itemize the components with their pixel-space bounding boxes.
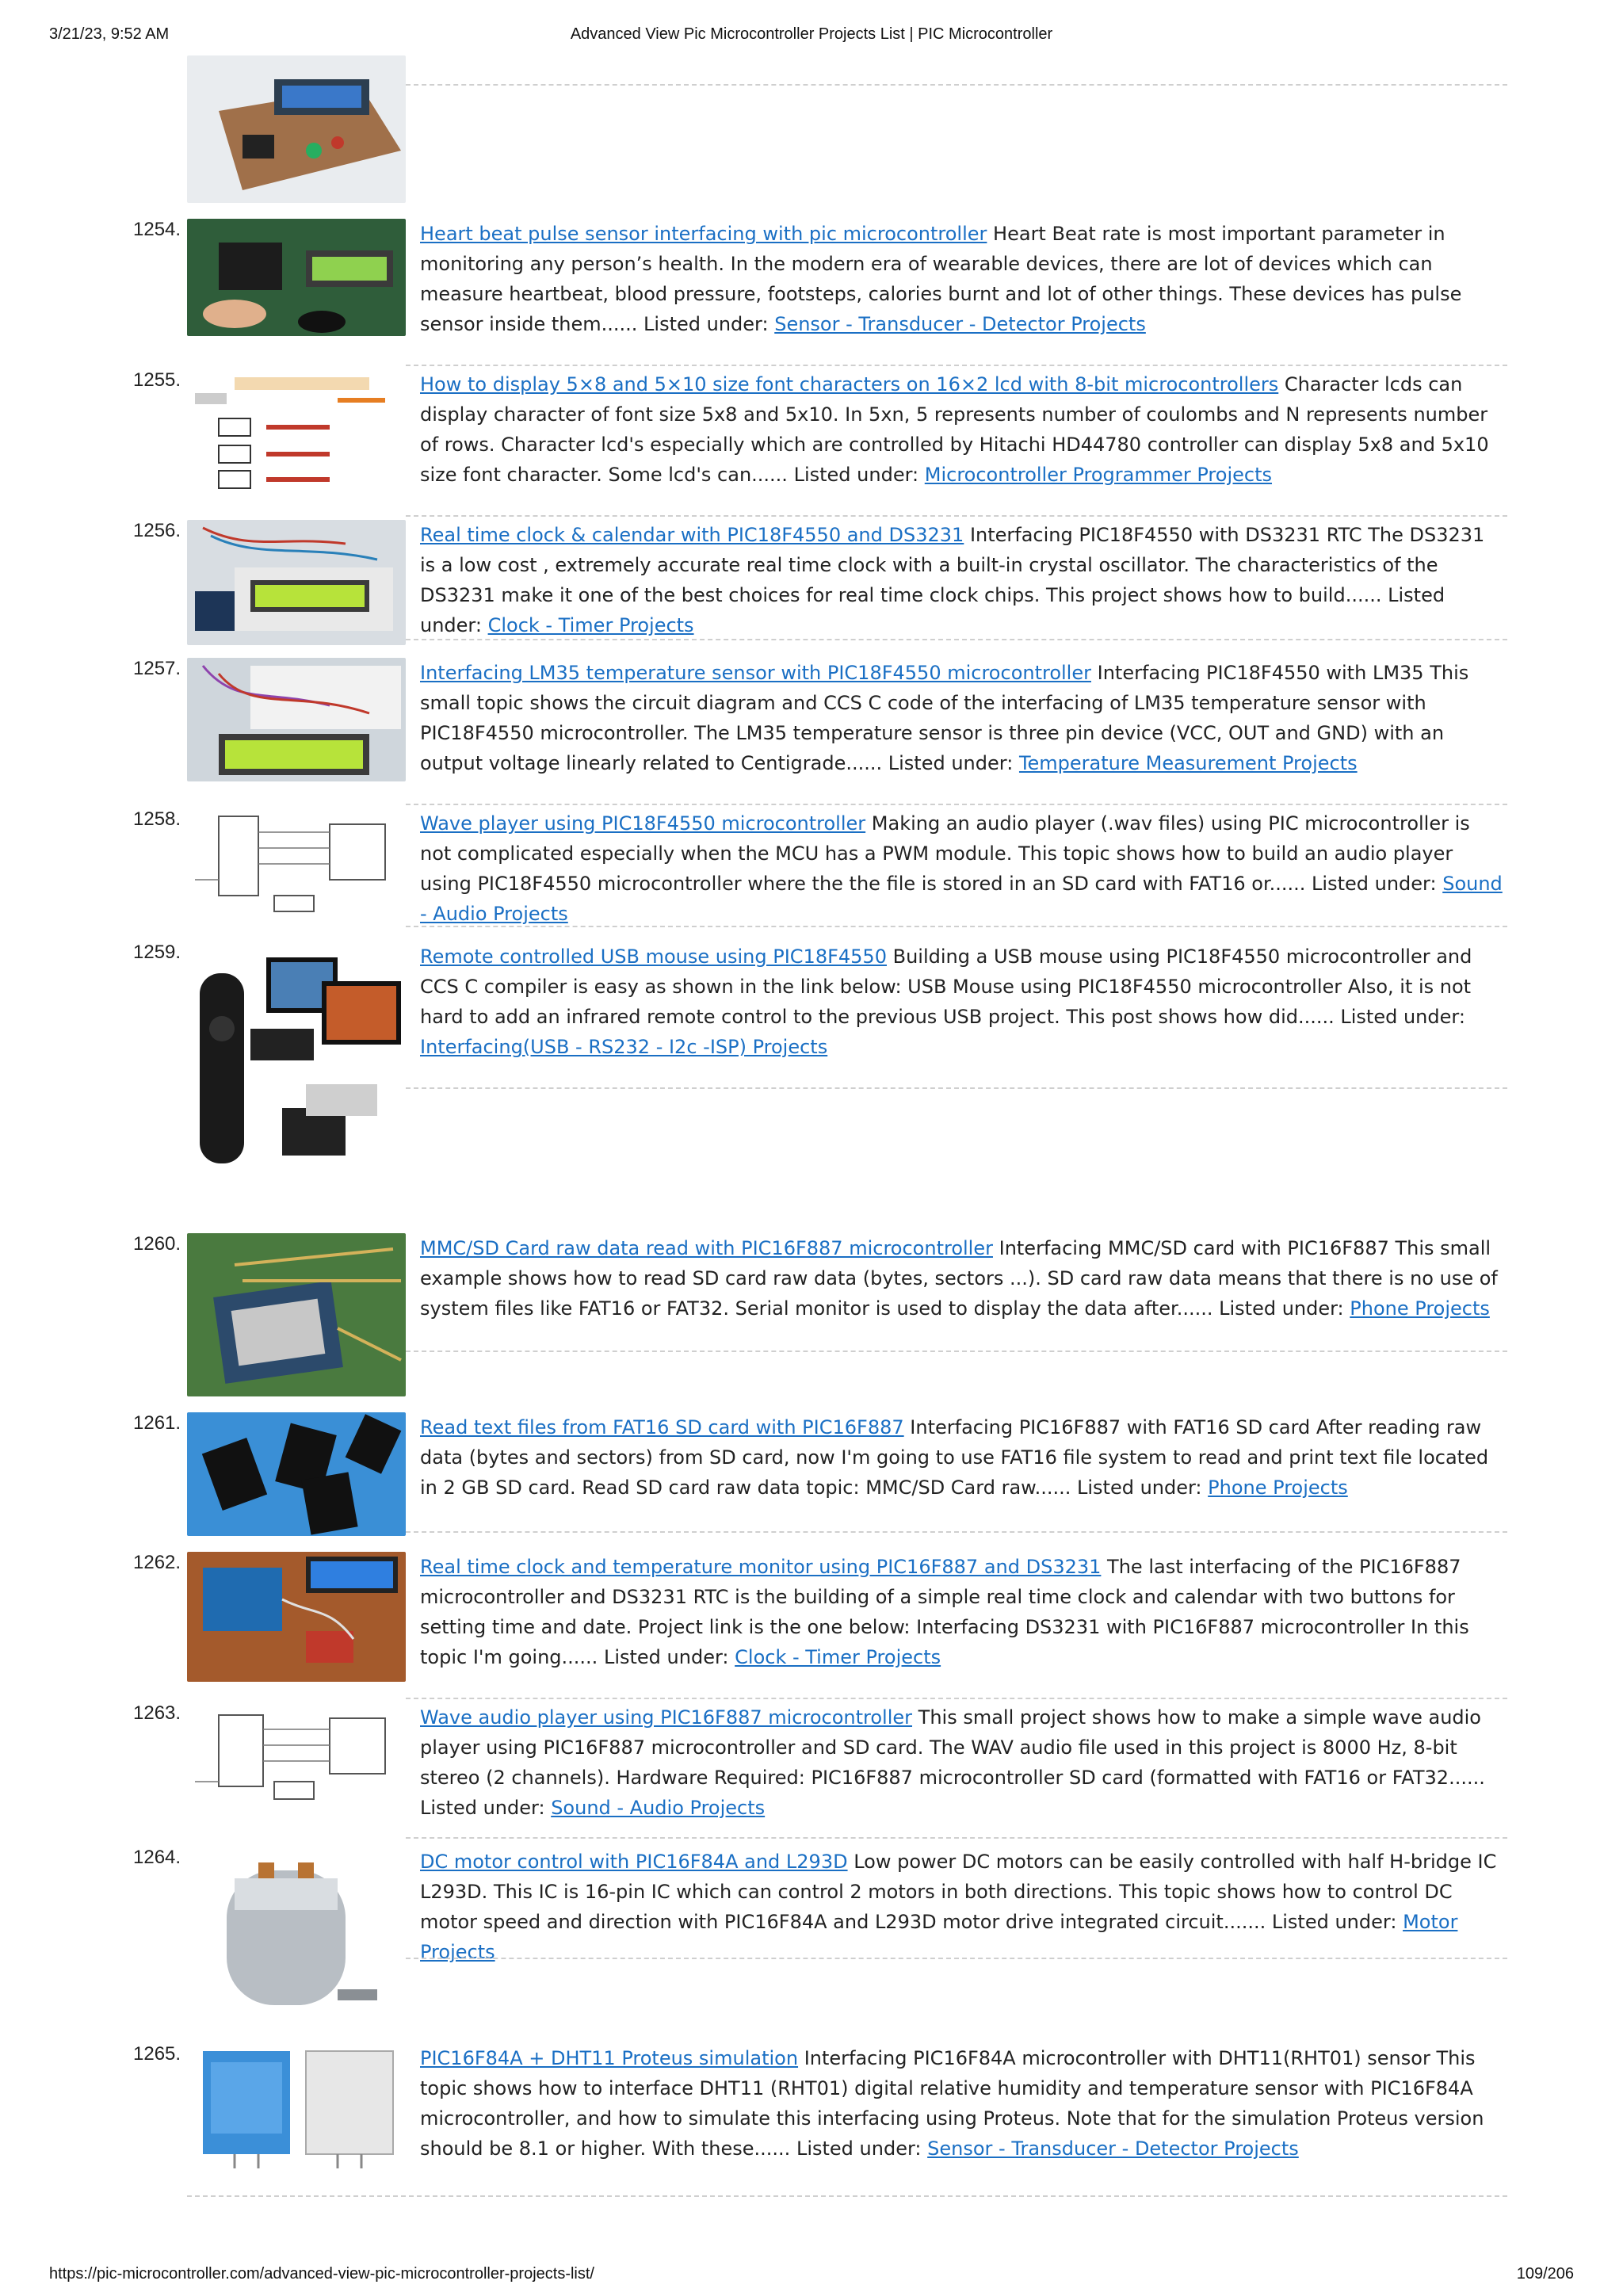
separator bbox=[406, 926, 1507, 927]
entry-thumbnail bbox=[187, 1552, 406, 1682]
entry-title-link[interactable]: MMC/SD Card raw data read with PIC16F887 microcontroller bbox=[420, 1237, 993, 1259]
category-link[interactable]: Microcontroller Programmer Projects bbox=[924, 464, 1272, 486]
listed-under-label: Listed under: bbox=[796, 2137, 922, 2160]
entry-description: This small project shows how to make a simple wave audio player using PIC16F887 microcontroller and SD card. The WAV audio file used in this project is 8000 Hz, 8-bit stereo (2 channels). Hardware Required: PIC16F887 microcontroller SD card (formatted with FAT16 or FAT32...... bbox=[420, 1706, 1485, 1789]
entry-title-link[interactable]: Real time clock & calendar with PIC18F4550 and DS3231 bbox=[420, 524, 964, 546]
item-number: 1254. bbox=[133, 219, 181, 240]
entry-text bbox=[420, 658, 1504, 778]
entry-title-link[interactable]: Heart beat pulse sensor interfacing with pic microcontroller bbox=[420, 223, 987, 245]
entry-title-link[interactable]: Wave player using PIC18F4550 microcontroller bbox=[420, 812, 866, 835]
entry-thumbnail bbox=[187, 1233, 406, 1396]
category-link[interactable]: Motor Projects bbox=[420, 1911, 1458, 1963]
listed-under-label: Listed under: bbox=[1219, 1297, 1344, 1320]
separator bbox=[406, 1958, 1507, 1959]
listed-under-label: Listed under: bbox=[420, 584, 1445, 636]
item-number: 1262. bbox=[133, 1552, 181, 1573]
page-number: 109/206 bbox=[1516, 2265, 1574, 2283]
listed-under-label: Listed under: bbox=[1076, 1477, 1202, 1499]
entry-text bbox=[420, 1552, 1504, 1672]
separator bbox=[406, 639, 1507, 640]
listed-under-label: Listed under: bbox=[888, 752, 1014, 774]
page-title: Advanced View Pic Microcontroller Projects List | PIC Microcontroller bbox=[570, 25, 1053, 43]
entry-text bbox=[420, 1412, 1504, 1503]
entry-thumbnail bbox=[187, 369, 406, 502]
entry-description: Interfacing PIC16F84A microcontroller with DHT11(RHT01) sensor This topic shows how to interface DHT11 (RHT01) digital relative humidity and temperature sensor with PIC16F84A microcontroller, and how to simulate this interfacing using Proteus. Note that for the simulation Proteus version should be 8.1 or higher. With these...... bbox=[420, 2047, 1484, 2160]
separator bbox=[406, 1087, 1507, 1089]
entry-description: Character lcds can display character of font size 5x8 and 5x10. In 5xn, 5 represents number of coulombs and N represents number of rows. Character lcd's especially which are controlled by Hitachi HD44780 controller can display 5x8 and 5x10 size font character. Some lcd's can...... bbox=[420, 373, 1489, 486]
category-link[interactable]: Sensor - Transducer - Detector Projects bbox=[927, 2137, 1299, 2160]
entry-description: Interfacing MMC/SD card with PIC16F887 This small example shows how to read SD card raw data (bytes, sectors ...). SD card raw data means that there is no use of system files like FAT16 or FAT32. Serial monitor is used to display the data after...... bbox=[420, 1237, 1498, 1320]
entry-description: Interfacing PIC16F887 with FAT16 SD card After reading raw data (bytes and sectors) from SD card, now I'm going to use FAT16 file system to read and print text file located in 2 GB SD card. Read SD card raw data topic: MMC/SD Card raw...... bbox=[420, 1416, 1489, 1499]
category-link[interactable]: Clock - Timer Projects bbox=[487, 614, 694, 636]
entry-title-link[interactable]: How to display 5×8 and 5×10 size font characters on 16×2 lcd with 8-bit microcontrollers bbox=[420, 373, 1279, 395]
separator bbox=[406, 365, 1507, 366]
listed-under-label: Listed under: bbox=[603, 1646, 729, 1668]
entry-thumbnail bbox=[187, 1702, 406, 1815]
category-link[interactable]: Phone Projects bbox=[1350, 1297, 1490, 1320]
entry-title-link[interactable]: DC motor control with PIC16F84A and L293D bbox=[420, 1851, 848, 1873]
item-number: 1260. bbox=[133, 1233, 181, 1255]
entry-title-link[interactable]: PIC16F84A + DHT11 Proteus simulation bbox=[420, 2047, 799, 2069]
category-link[interactable]: Sound - Audio Projects bbox=[420, 873, 1503, 925]
item-number: 1264. bbox=[133, 1847, 181, 1868]
item-number: 1263. bbox=[133, 1702, 181, 1724]
entry-description: Building a USB mouse using PIC18F4550 microcontroller and CCS C compiler is easy as shown in the link below: USB Mouse using PIC18F4550 microcontroller Also, it is not hard to add an infrared remote control to the previous USB project. This post shows how did...... bbox=[420, 946, 1472, 1028]
entry-text bbox=[420, 1233, 1504, 1324]
entry-thumbnail bbox=[187, 219, 406, 336]
entry-thumbnail bbox=[187, 658, 406, 781]
separator bbox=[406, 1837, 1507, 1839]
entry-text bbox=[420, 520, 1504, 640]
entry-title-link[interactable]: Interfacing LM35 temperature sensor with PIC18F4550 microcontroller bbox=[420, 662, 1091, 684]
category-link[interactable]: Phone Projects bbox=[1208, 1477, 1348, 1499]
separator bbox=[187, 2195, 1507, 2197]
entry-text bbox=[420, 1847, 1504, 1967]
item-number: 1257. bbox=[133, 658, 181, 679]
category-link[interactable]: Sound - Audio Projects bbox=[551, 1797, 766, 1819]
entry-thumbnail bbox=[187, 808, 406, 927]
item-number: 1265. bbox=[133, 2043, 181, 2065]
separator bbox=[406, 1698, 1507, 1699]
entry-thumbnail bbox=[187, 1412, 406, 1536]
entry-thumbnail bbox=[187, 1847, 406, 2027]
entry-title-link[interactable]: Read text files from FAT16 SD card with PIC16F887 bbox=[420, 1416, 904, 1438]
separator bbox=[406, 1531, 1507, 1533]
entry-thumbnail bbox=[187, 520, 406, 645]
category-link[interactable]: Temperature Measurement Projects bbox=[1018, 752, 1358, 774]
separator bbox=[406, 1350, 1507, 1352]
listed-under-label: Listed under: bbox=[643, 313, 769, 335]
entry-text bbox=[420, 219, 1504, 339]
separator bbox=[406, 804, 1507, 805]
entry-description: The last interfacing of the PIC16F887 microcontroller and DS3231 RTC is the building of a simple real time clock and calendar with two buttons for setting time and date. Project link is the one below: Interfacing DS3231 with PIC16F887 microcontroller In this topic I'm going...... bbox=[420, 1556, 1469, 1668]
entry-title-link[interactable]: Remote controlled USB mouse using PIC18F4550 bbox=[420, 946, 887, 968]
print-datetime: 3/21/23, 9:52 AM bbox=[49, 25, 170, 43]
entry-description: Interfacing PIC18F4550 with LM35 This small topic shows the circuit diagram and CCS C code of the interfacing of LM35 temperature sensor with PIC18F4550 microcontroller. The LM35 temperature sensor is three pin device (VCC, OUT and GND) with an output voltage linearly related to Centigrade...... bbox=[420, 662, 1469, 774]
entry-title-link[interactable]: Real time clock and temperature monitor using PIC16F887 and DS3231 bbox=[420, 1556, 1102, 1578]
entry-thumbnail bbox=[187, 2043, 406, 2170]
page-url: https://pic-microcontroller.com/advanced-view-pic-microcontroller-projects-list/ bbox=[49, 2265, 594, 2283]
entry-description: Low power DC motors can be easily controlled with half H-bridge IC L293D. This IC is 16-pin IC which can control 2 motors in both directions. This topic shows how to control DC motor speed and direction with PIC16F84A and L293D motor drive integrated circuit....... bbox=[420, 1851, 1497, 1933]
entry-text bbox=[420, 1702, 1504, 1823]
listed-under-label: Listed under: bbox=[420, 1797, 545, 1819]
item-number: 1256. bbox=[133, 520, 181, 541]
entry-description: Interfacing PIC18F4550 with DS3231 RTC The DS3231 is a low cost , extremely accurate real time clock with a built-in crystal oscillator. The characteristics of the DS3231 make it one of the best choices for real time clock chips. This project shows how to build...... bbox=[420, 524, 1485, 606]
item-number: 1255. bbox=[133, 369, 181, 391]
listed-under-label: Listed under: bbox=[1312, 873, 1437, 895]
separator bbox=[406, 84, 1507, 86]
separator bbox=[406, 515, 1507, 517]
listed-under-label: Listed under: bbox=[793, 464, 919, 486]
listed-under-label: Listed under: bbox=[1340, 1006, 1465, 1028]
entry-text bbox=[420, 808, 1504, 929]
item-number: 1258. bbox=[133, 808, 181, 830]
entry-description: Making an audio player (.wav files) using PIC microcontroller is not complicated especially when the MCU has a PWM module. This topic shows how to build an audio player using PIC18F4550 microcontroller where the the file is stored in an SD card with FAT16 or...... bbox=[420, 812, 1470, 895]
category-link[interactable]: Interfacing(USB - RS232 - I2c -ISP) Projects bbox=[420, 1036, 828, 1058]
item-number: 1259. bbox=[133, 942, 181, 963]
entry-text bbox=[420, 369, 1504, 490]
entry-text bbox=[420, 2043, 1504, 2164]
entry-thumbnail-1253 bbox=[187, 55, 406, 203]
category-link[interactable]: Sensor - Transducer - Detector Projects bbox=[774, 313, 1146, 335]
item-number: 1261. bbox=[133, 1412, 181, 1434]
listed-under-label: Listed under: bbox=[1271, 1911, 1397, 1933]
entry-description: Heart Beat rate is most important parameter in monitoring any person’s health. In the modern era of wearable devices, there are lot of devices which can measure heartbeat, blood pressure, footsteps, calories burnt and lot of other things. These devices has pulse sensor inside them...... bbox=[420, 223, 1462, 335]
entry-thumbnail bbox=[187, 942, 406, 1187]
entry-title-link[interactable]: Wave audio player using PIC16F887 microcontroller bbox=[420, 1706, 913, 1729]
entry-text bbox=[420, 942, 1504, 1062]
category-link[interactable]: Clock - Timer Projects bbox=[735, 1646, 941, 1668]
